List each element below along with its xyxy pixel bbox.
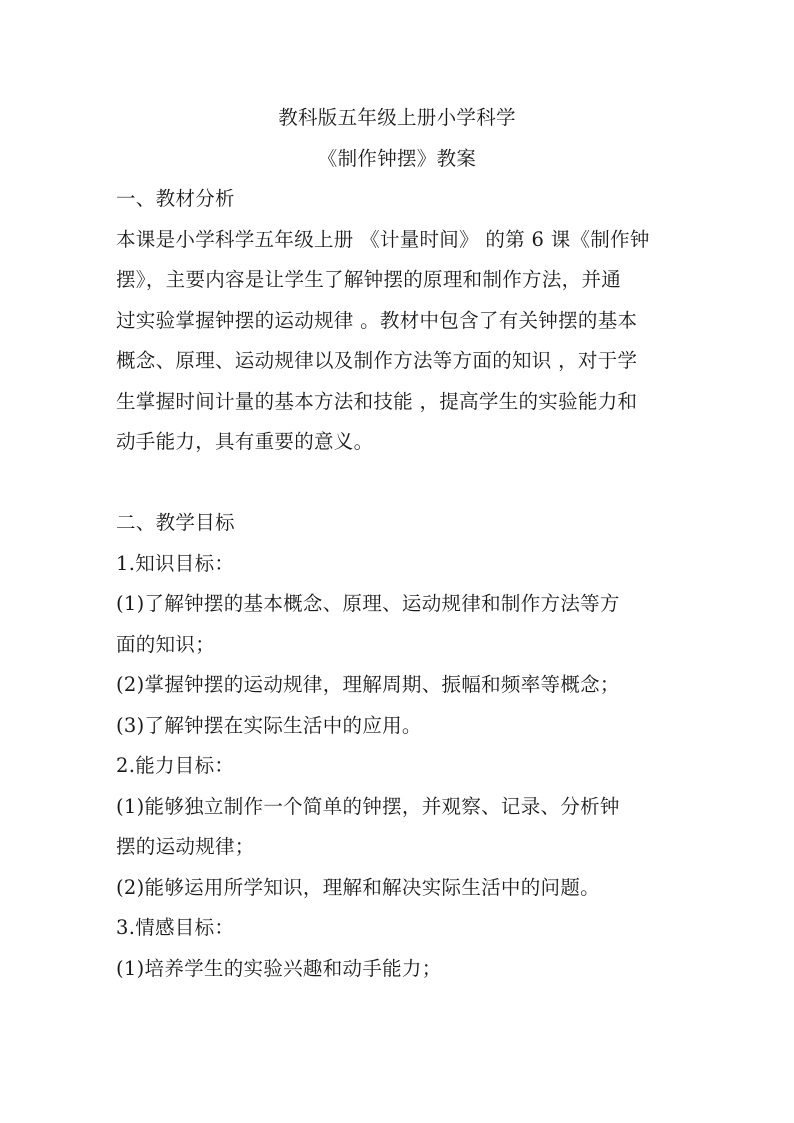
list-item: 摆的运动规律； bbox=[116, 835, 255, 858]
paragraph-line: 概念、原理、运动规律以及制作方法等方面的知识 ，对于学 bbox=[116, 349, 638, 372]
document-subtitle: 《制作钟摆》教案 bbox=[317, 146, 477, 170]
document-title: 教科版五年级上册小学科学 bbox=[278, 106, 516, 129]
subheading-knowledge-objectives: 1.知识目标： bbox=[116, 551, 235, 575]
paragraph-line: 本课是小学科学五年级上册 《计量时间》 的第 6 课《制作钟 bbox=[116, 227, 650, 251]
paragraph-line: 生掌握时间计量的基本方法和技能 ，提高学生的实验能力和 bbox=[116, 389, 638, 413]
textbook-analysis-paragraph bbox=[116, 220, 678, 463]
section-heading-teaching-objectives: 二、教学目标 bbox=[116, 511, 235, 534]
paragraph-line: 过实验掌握钟摆的运动规律 。教材中包含了有关钟摆的基本 bbox=[116, 308, 638, 332]
emotion-objectives-list bbox=[116, 949, 678, 990]
list-item: (2)能够运用所学知识，理解和解决实际生活中的问题。 bbox=[116, 875, 600, 899]
list-item: (2)掌握钟摆的运动规律，理解周期、振幅和频率等概念； bbox=[116, 673, 620, 696]
section-heading-textbook-analysis: 一、教材分析 bbox=[116, 187, 235, 210]
paragraph-spacer bbox=[116, 463, 678, 504]
subheading-ability-objectives: 2.能力目标： bbox=[116, 754, 235, 777]
subheading-emotion-objectives: 3.情感目标： bbox=[116, 916, 235, 939]
ability-objectives-list bbox=[116, 787, 678, 909]
paragraph-line: 摆》，主要内容是让学生了解钟摆的原理和制作方法，并通 bbox=[116, 268, 622, 291]
document-body bbox=[116, 98, 678, 989]
knowledge-objectives-list bbox=[116, 584, 678, 746]
list-item: 面的知识； bbox=[116, 632, 216, 656]
list-item: (3)了解钟摆在实际生活中的应用。 bbox=[116, 713, 422, 737]
list-item: (1)了解钟摆的基本概念、原理、运动规律和制作方法等方 bbox=[116, 592, 620, 615]
list-item: (1)能够独立制作一个简单的钟摆，并观察、记录、分析钟 bbox=[116, 794, 620, 818]
paragraph-line: 动手能力，具有重要的意义。 bbox=[116, 430, 374, 453]
list-item: (1)培养学生的实验兴趣和动手能力； bbox=[116, 956, 442, 980]
